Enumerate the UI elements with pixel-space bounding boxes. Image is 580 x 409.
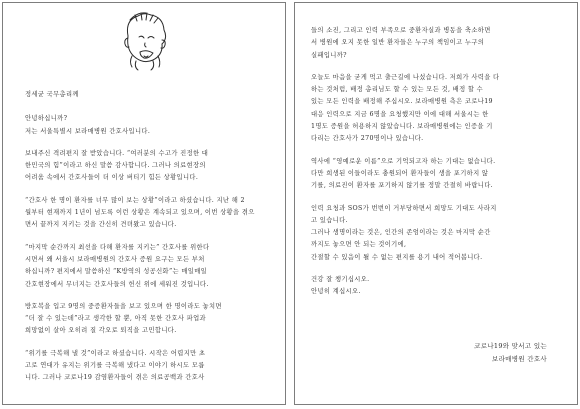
paragraph: “간호사 한 명이 환자를 너무 많이 보는 상황”이라고 하셨습니다. 지난 해 2 월부터 현재까지 1년이 넘도록 이런 상황은 계속되고 있으며, 이번 상황을 겪으 면서 끝까지 지키는 것을 간신히 견뎌왔고 있습니다. (25, 196, 255, 229)
letter-body-right (311, 25, 563, 309)
paragraph: “마지막 순간까지 최선을 다해 환자를 지키는” 간호사를 위한다 시면서 왜 서울시 보라매병원의 간호사 증원 요구는 모든 부처 하십니까? 편지에서 말씀하신 “K방역의 성공신화”는 매일매일 간호현장에서 무너지는 간호사들의 헌신 위에 세워진 것입니다. (25, 243, 210, 288)
paragraph: 오늘도 마음을 굳게 먹고 출근길에 나섰습니다. 저희가 사력을 다 하는 것처럼, 배정 총리님도 할 수 있는 모든 것, 배정 할 수 있는 모든 인력을 배정해 주십시오. 보라매병원 측은 코로나19 대응 인력으로 지금 6명을 요청했지만 이에 대해 서울시는 한 1명도 증원을 허용하지 않았습니다. 보라매병원에는 인증을 기 다리는 간호사가 270명이나 있습니다. (311, 73, 500, 143)
paragraph: 들의 소진, 그리고 인력 부족으로 중환자실과 병동을 축소하면 서 병원에 오지 못한 일반 환자들은 누구의 책임이고 누구의 실패입니까? (311, 27, 491, 59)
paragraph: “위기를 극복해 낼 것”이라고 하셨습니다. 시작은 어렵지만 초 고로 연대가 유지는 위기를 극복해 냈다고 이야기 하시도 모릅 니다. 그러나 코로나19 감염환자들이 겪은 의료공백과 간호사 (25, 349, 206, 382)
paragraph: 안녕하십니까? 저는 서울특별시 보라매병원 간호사입니다. (25, 115, 151, 135)
paragraph: 역사에 “영예로운 이름”으로 기억되고자 하는 기대는 없습니다. 다만 희생된 이들이라도 충원되어 환자들이 생을 포기하지 않 기를, 의료진이 환자를 포기하지 않기를 정말 간절히 바랍니다. (311, 157, 496, 190)
salutation: 정세균 국무총리께 (25, 91, 79, 98)
paragraph: 방호복을 입고 9명의 중증환자들을 보고 있으며 한 명이라도 놓치면 “더 잘 수 있는데”라고 생각한 할 뿐, 아직 못한 간호사 파업과 희망없이 살아 오히려 질 각오로 퇴직을 고민합니다. (25, 302, 222, 335)
signature: 코로나19와 맞서고 있는 보라매병원 간호사 (474, 342, 547, 363)
paragraph: 건강 잘 챙기십시오. 안녕히 계십시오. (311, 276, 370, 296)
nurse-face-icon (115, 9, 175, 71)
paragraph: 인력 요청과 SOS가 번번이 거부당하면서 희망도 기대도 사라지 고 있습니다. 그러나 생명이라는 것은, 인간의 존엄이라는 것은 마지막 순간 까지도 놓으면 안 되는 것이기에, 간절할 수 있음이 될 수 없는 편지를 용기 내어 적어봅니다. (311, 204, 497, 261)
letter-body-left (25, 89, 269, 395)
letter-page-left (2, 2, 286, 405)
letter-page-right (294, 2, 578, 405)
paragraph: 보내주신 격려편지 잘 받았습니다. “여러분의 수고가 진정한 대 한민국의 힘”이라고 하신 말씀 감사합니다. 그러나 의료현장의 어려움 속에서 간호사들이 더 이상 버티기 힘든 상황입니다. (25, 149, 209, 182)
